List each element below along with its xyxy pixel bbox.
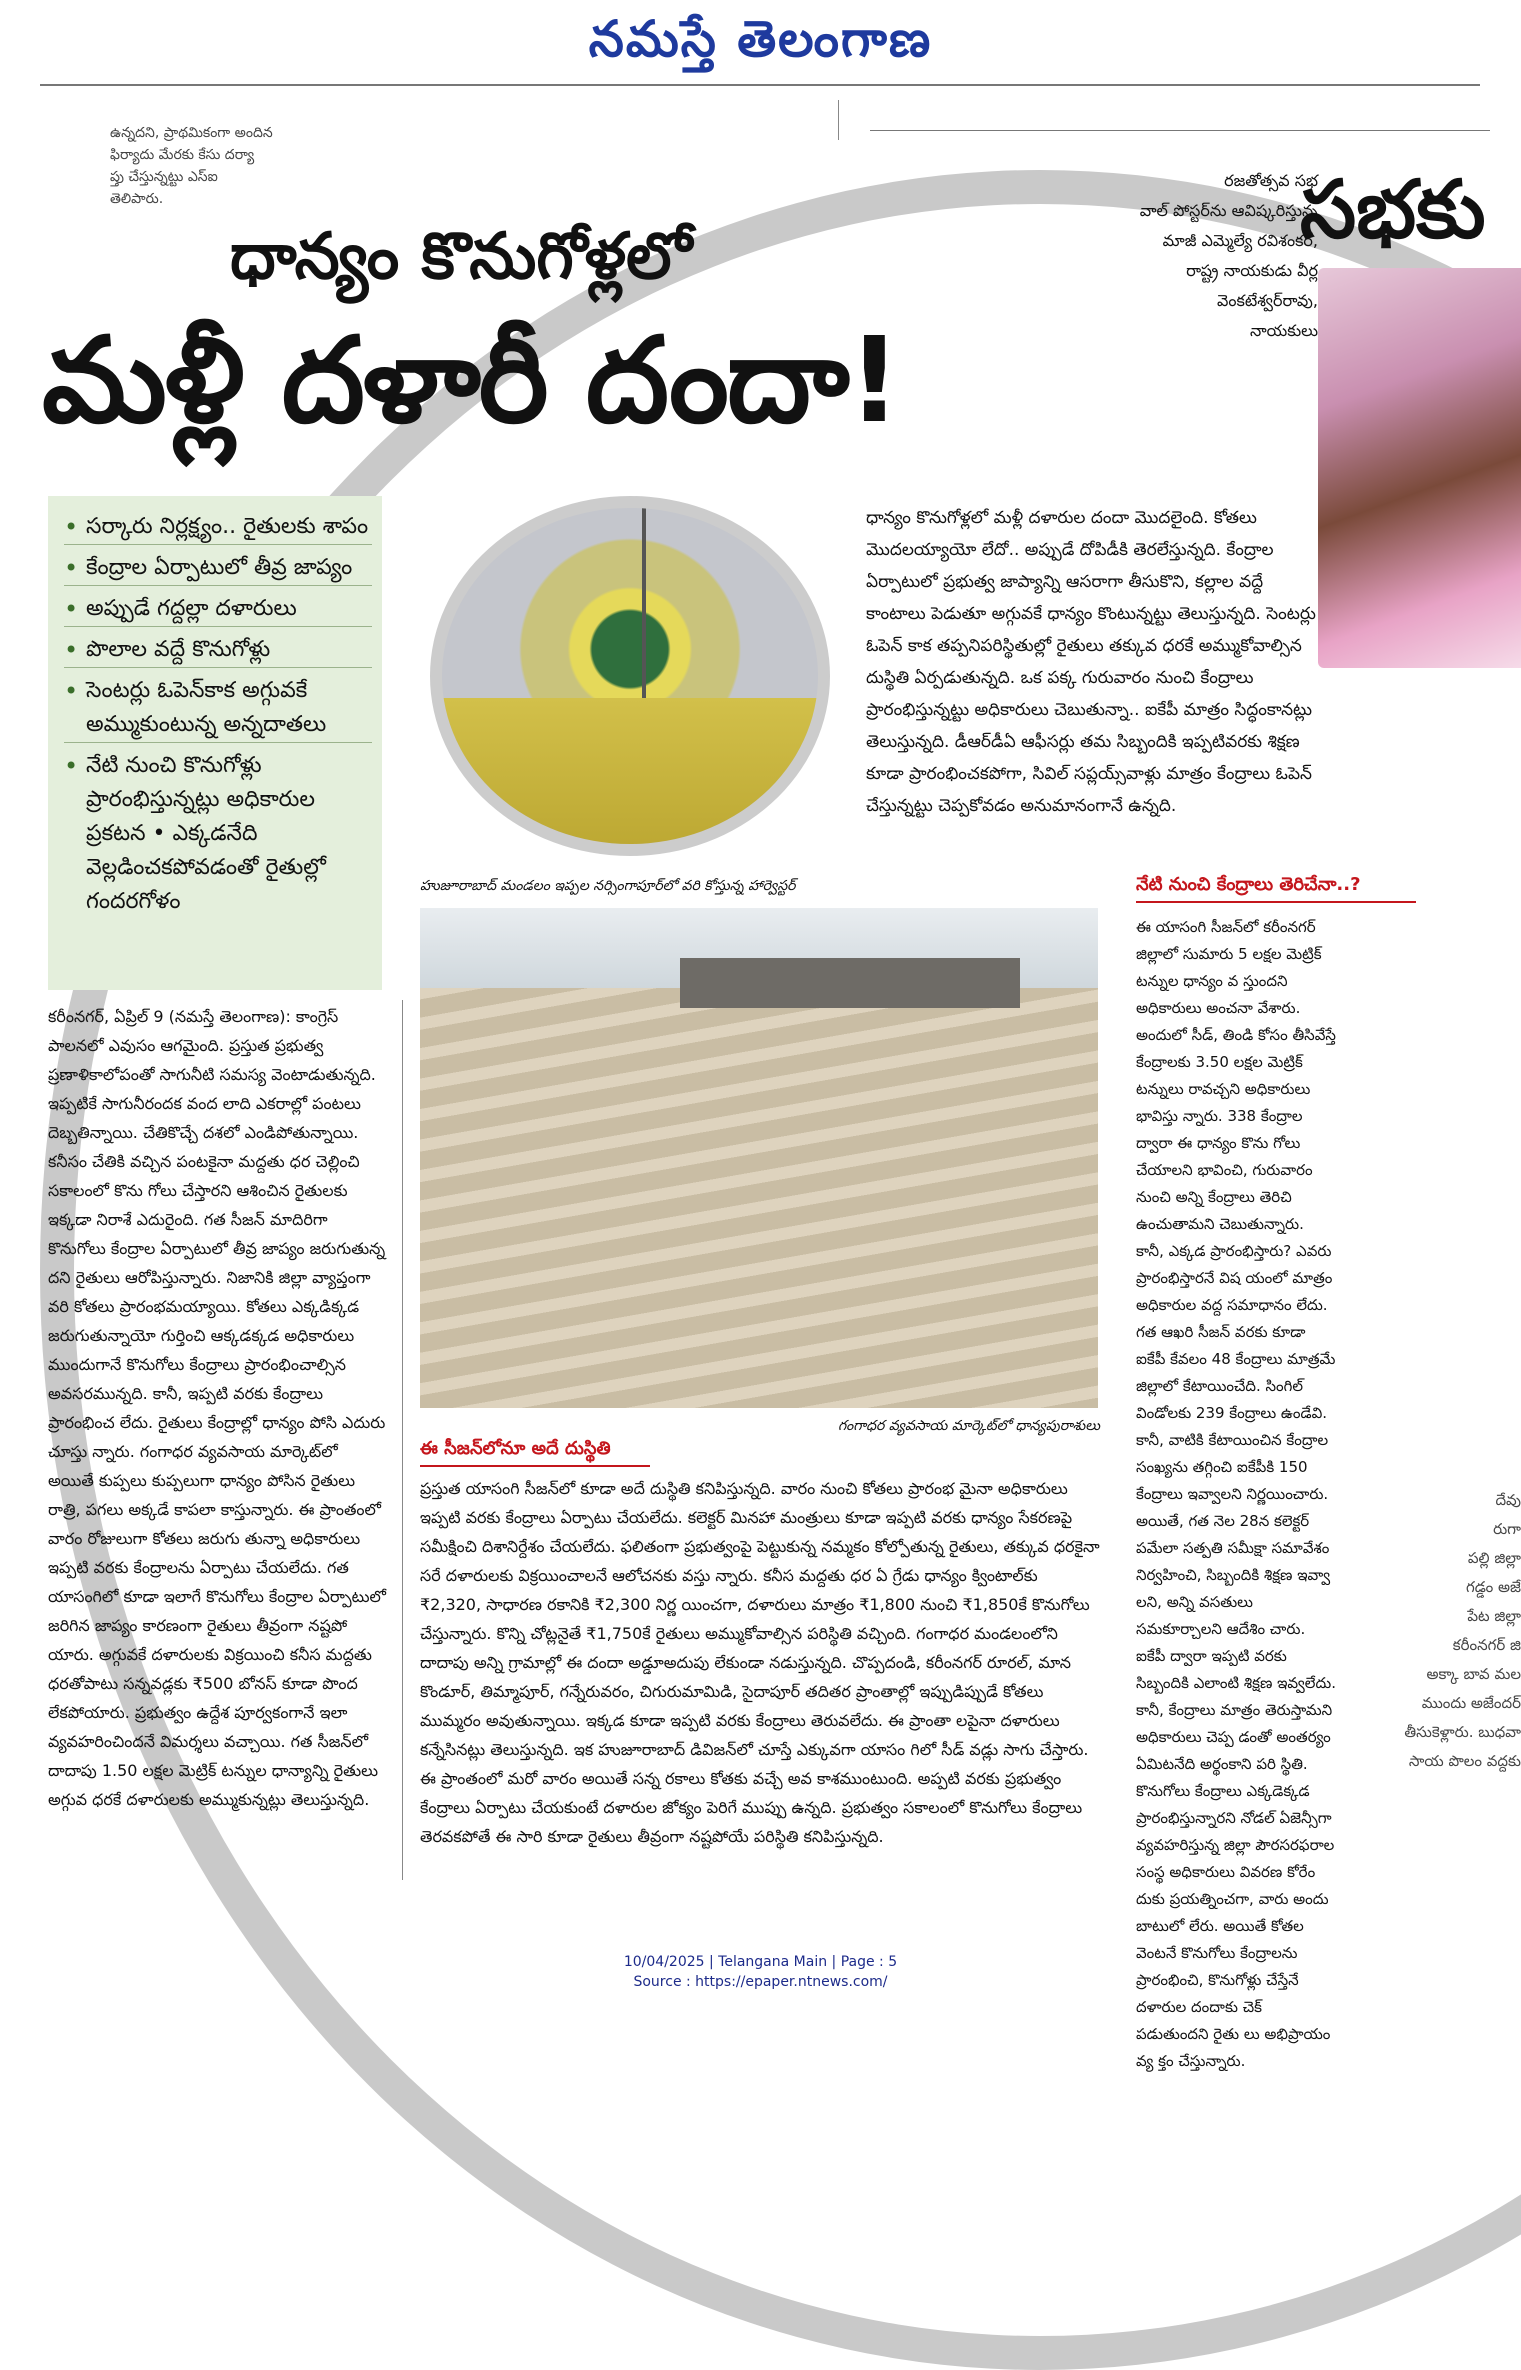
top-left-fragment — [110, 122, 430, 210]
text-line: ప్తు చేస్తున్నట్టు ఎస్ఐ — [110, 169, 218, 185]
shed-shape — [680, 958, 1020, 1008]
middle-subhead-wrap — [420, 1438, 650, 1467]
text-line: కరీంనగర్ జి — [1452, 1636, 1521, 1654]
section-rule — [870, 130, 1490, 131]
masthead-rule — [40, 84, 1480, 86]
left-column-text: కరీంనగర్, ఏప్రిల్ 9 (నమస్తే తెలంగాణ): కాంగ్రెస్ పాలనలో ఎవుసం ఆగమైంది. ప్రస్తుత ప్రభుత్వ ప్రణాళికాలోపంతో సాగునీటి సమస్య వెంటాడుతున్నది. ఇప్పటికే సాగునీరందక వంద లాది ఎకరాల్లో పంటలు దెబ్బతిన్నాయి. చేతికొచ్చే దశలో ఎండిపోతున్నాయి. కనీసం చేతికి వచ్చిన పంటకైనా మద్దతు ధర చెల్లించి సకాలంలో కొను గోలు చేస్తారని ఆశించిన రైతులకు ఇక్కడా నిరాశే ఎదురైంది. గత సీజన్ మాదిరిగా కొనుగోలు కేంద్రాల ఏర్పాటులో తీవ్ర జాప్యం జరుగుతున్న దని రైతులు ఆరోపిస్తున్నారు. నిజానికి జిల్లా వ్యాప్తంగా వరి కోతలు ప్రారంభమయ్యాయి. కోతలు ఎక్కడిక్కడ జరుగుతున్నాయో గుర్తించి ఆక్కడక్కడ అధికారులు ముందుగానే కొనుగోలు కేంద్రాలు ప్రారంభించాల్సిన అవసరమున్నది. కానీ, ఇప్పటి వరకు కేంద్రాలు ప్రారంభించ లేదు. రైతులు కేంద్రాల్లో ధాన్యం పోసి ఎదురు చూస్తు న్నారు. గంగాధర వ్యవసాయ మార్కెట్‌లో అయితే కుప్పలు కుప్పలుగా ధాన్యం పోసిన రైతులు రాత్రి, పగలు అక్కడే కాపలా కాస్తున్నారు. ఈ ప్రాంతంలో వారం రోజులుగా కోతలు జరుగు తున్నా అధికారులు ఇప్పటి వరకు కేంద్రాలను ఏర్పాటు చేయలేదు. గత యాసంగిలో కూడా ఇలాగే కొనుగోలు కేంద్రాల ఏర్పాటులో జరిగిన జాప్యం కారణంగా రైతులు తీవ్రంగా నష్టపో యారు. అగ్గువకే దళారులకు విక్రయించి కనీస మద్దతు ధరతోపాటు సన్నవడ్లకు ₹500 బోనస్ కూడా పొంద లేకపోయారు. ప్రభుత్వం ఉద్దేశ పూర్వకంగానే ఇలా వ్యవహరించిందనే విమర్శలు వచ్చాయి. గత సీజన్‌లో దాదాపు 1.50 లక్షల మెట్రిక్ టన్నుల ధాన్యాన్ని రైతులు అగ్గువ ధరకే దళారులకు అమ్ముకున్నట్లు తెలుస్తున్నది. — [48, 1007, 387, 1809]
footer-source-line: Source : https://epaper.ntnews.com/ — [633, 1974, 888, 1990]
footer-date-line: 10/04/2025 | Telangana Main | Page : 5 — [623, 1954, 898, 1970]
middle-column-text: ప్రస్తుత యాసంగి సీజన్‌లో కూడా అదే దుస్థితి కనిపిస్తున్నది. వారం నుంచి కోతలు ప్రారంభ మైనా అధికారులు ఇప్పటి వరకు కేంద్రాలు ఏర్పాటు చేయలేదు. కలెక్టర్ మినహా మంత్రులు కూడా ఇప్పటి వరకు ధాన్యం సేకరణపై సమీక్షించి దిశానిర్దేశం చేయలేదు. ఫలితంగా ప్రభుత్వంపై పెట్టుకున్న నమ్మకం కోల్పోతున్న రైతులు, తక్కువ ధరకైనా సరే దళారులకు విక్రయించాలనే ఆలోచనకు వస్తు న్నారు. కనీస మద్దతు ధర ఏ గ్రేడు ధాన్యం క్వింటాల్‌కు ₹2,320, సాధారణ రకానికి ₹2,300 నిర్ణ యించగా, దళారులు మాత్రం ₹1,800 నుంచి ₹1,850కే కొనుగోలు చేస్తున్నారు. కొన్ని చోట్లనైతే ₹1,750కే రైతులు అమ్ముకోవాల్సిన పరిస్థితి వచ్చింది. గంగాధర మండలంలోని దాదాపు అన్ని గ్రామాల్లో ఈ దందా అడ్డూఅదుపు లేకుండా నడుస్తున్నది. చొప్పదండి, కరీంనగర్ రూరల్, మాన కొండూర్, తిమ్మాపూర్, గన్నేరువరం, చిగురుమామిడి, సైదాపూర్ తదితర ప్రాంతాల్లో ఇప్పుడిప్పుడే కోతలు ముమ్మరం అవుతున్నాయి. ఇక్కడ కూడా ఇప్పటి వరకు కేంద్రాలు తెరువలేదు. ఈ ప్రాంతా లపైనా దళారులు కన్నేసినట్లు తెలుస్తున్నది. ఇక హుజూరాబాద్ డివిజన్‌లో చూస్తే ఎక్కువగా యాసం గిలో సీడ్ వడ్లు సాగు చేస్తారు. ఈ ప్రాంతంలో మరో వారం అయితే సన్న రకాలు కోతకు వచ్చే అవ కాశముంటుంది. అప్పటి వరకు ప్రభుత్వం కేంద్రాలు ఏర్పాటు చేయకుంటే దళారుల జోక్యం పెరిగే ముప్పు ఉన్నది. ప్రభుత్వం సకాలంలో కొనుగోలు కేంద్రాలు తెరవకపోతే ఈ సారి కూడా రైతులు తీవ్రంగా నష్టపోయే పరిస్థితి కనిపిస్తున్నది. — [420, 1479, 1100, 1846]
tower-shape — [642, 508, 646, 708]
caption-line: వాల్ పోస్టర్‌ను ఆవిష్కరిస్తున్న — [1139, 201, 1318, 220]
highlight-item: • పొలాల వద్దే కొనుగోళ్లు — [64, 633, 372, 668]
masthead: నమస్తే తెలంగాణ — [588, 10, 933, 68]
harvester-photo — [430, 496, 830, 856]
field-shape — [442, 698, 818, 856]
side-headline: సభకు — [1300, 163, 1486, 256]
text-line: దేవు — [1495, 1491, 1521, 1509]
caption-line: రాష్ట్ర నాయకుడు వీర్ల — [1186, 261, 1318, 280]
text-line: గడ్డం అజే — [1466, 1578, 1521, 1596]
column-divider — [838, 100, 839, 140]
text-line: తీసుకెళ్లారు. బుధవా — [1404, 1723, 1521, 1741]
right-subhead-wrap — [1136, 874, 1416, 903]
highlights-box — [48, 496, 382, 990]
rally-photo — [1318, 268, 1521, 668]
highlight-item: • అప్పుడే గద్దల్లా దళారులు — [64, 592, 372, 627]
text-line: సాయ పొలం వద్దకు — [1408, 1752, 1521, 1770]
page-footer — [0, 1952, 1521, 1992]
lead-paragraph: ధాన్యం కొనుగోళ్లలో మళ్లీ దళారుల దందా మొదలైంది. కోతలు మొదలయ్యాయో లేదో.. అప్పుడే దోపిడీకి తెరలేస్తున్నది. కేంద్రాల ఏర్పాటులో ప్రభుత్వ జాప్యాన్ని ఆసరాగా తీసుకొని, కల్లాల వద్దే కాంటాలు పెడుతూ అగ్గువకే ధాన్యం కొంటున్నట్టు తెలుస్తున్నది. సెంటర్లు ఓపెన్ కాక తప్పనిపరిస్థితుల్లో రైతులు తక్కువ ధరకే అమ్ముకోవాల్సిన దుస్థితి ఏర్పడుతున్నది. ఒక పక్క గురువారం నుంచి కేంద్రాలు ప్రారంభిస్తున్నట్టు అధికారులు చెబుతున్నా.. ఐకేపీ మాత్రం సిద్ధంకానట్లు తెలుస్తున్నది. డీఆర్‌డీఏ ఆఫీసర్లు తమ సిబ్బందికి ఇప్పటివరకు శిక్షణ కూడా ప్రారంభించకపోగా, సివిల్ సప్లయ్స్‌వాళ్లు మాత్రం కేంద్రాలు ఓపెన్ చేస్తున్నట్టు చెప్పకోవడం అనుమానంగానే ఉన్నది. — [866, 508, 1316, 816]
text-line: ఉన్నదని, ప్రాథమికంగా అందిన — [110, 125, 273, 141]
text-line: పేట జిల్లా — [1467, 1607, 1521, 1625]
main-headline: మళ్లీ దళారీ దందా! — [42, 311, 900, 449]
text-line: రుగా — [1493, 1520, 1521, 1538]
right-column-text: ఈ యాసంగి సీజన్‌లో కరీంనగర్ జిల్లాలో సుమారు 5 లక్షల మెట్రిక్ టన్నుల ధాన్యం వ స్తుందని అధికారులు అంచనా వేశారు. అందులో సీడ్, తిండి కోసం తీసివేస్తే కేంద్రాలకు 3.50 లక్షల మెట్రిక్ టన్నులు రావచ్చని అధికారులు భావిస్తు న్నారు. 338 కేంద్రాల ద్వారా ఈ ధాన్యం కొను గోలు చేయాలని భావించి, గురువారం నుంచి అన్ని కేంద్రాలు తెరిచి ఉంచుతామని చెబుతున్నారు. కానీ, ఎక్కడ ప్రారంభిస్తారు? ఎవరు ప్రారంభిస్తారనే విష యంలో మాత్రం అధికారుల వద్ద సమాధానం లేదు. గత ఆఖరి సీజన్ వరకు కూడా ఐకేపీ కేవలం 48 కేంద్రాలు మాత్రమే జిల్లాలో కేటాయించేది. సింగిల్ విండోలకు 239 కేంద్రాలు ఉండేవి. కానీ, వాటికి కేటాయించిన కేంద్రాల సంఖ్యను తగ్గించి ఐకేపీకి 150 కేంద్రాలు ఇవ్వాలని నిర్ణయించారు. అయితే, గత నెల 28న కలెక్టర్ పమేలా సత్పతి సమీక్షా సమావేశం నిర్వహించి, సిబ్బందికి శిక్షణ ఇవ్వా లని, అన్ని వసతులు సమకూర్చాలని ఆదేశిం చారు. ఐకేపీ ద్వారా ఇప్పటి వరకు సిబ్బందికి ఎలాంటి శిక్షణ ఇవ్వలేదు. కానీ, కేంద్రాలు మాత్రం తెరుస్తామని అధికారులు చెప్ప డంతో అంతర్యం ఏమిటనేది అర్థంకాని పరి స్థితి. కొనుగోలు కేంద్రాలు ఎక్కడెక్కడ ప్రారంభిస్తున్నారని నోడల్ ఏజెన్సీగా వ్యవహరిస్తున్న జిల్లా పౌరసరఫరాల సంస్థ అధికారులు వివరణ కోరేం దుకు ప్రయత్నించగా, వారు అందు బాటులో లేరు. అయితే కోతల వెంటనే కొనుగోలు కేంద్రాలను ప్రారంభించి, కొనుగోళ్లు చేస్తేనే దళారుల దందాకు చెక్ పడుతుందని రైతు లు అభిప్రాయం వ్య క్తం చేస్తున్నారు. — [1136, 918, 1336, 2070]
kicker-headline: ధాన్యం కొనుగోళ్లలో — [230, 220, 692, 294]
highlight-item: • కేంద్రాల ఏర్పాటులో తీవ్ర జాప్యం — [64, 551, 372, 586]
market-caption: గంగాధర వ్యవసాయ మార్కెట్‌లో ధాన్యపురాశులు — [837, 1418, 1100, 1434]
right-subhead: నేటి నుంచి కేంద్రాలు తెరిచేనా..? — [1136, 874, 1416, 903]
text-line: తెలిపారు. — [110, 191, 164, 207]
text-line: ఫిర్యాదు మేరకు కేసు దర్యా — [110, 147, 255, 163]
market-grain-photo — [420, 908, 1098, 1408]
highlight-item: • నేటి నుంచి కొనుగోళ్లు ప్రారంభిస్తున్నట్లు అధికారుల ప్రకటన • ఎక్కడనేది వెల్లడించకపోవడంతో రైతుల్లో గందరగోళం — [64, 749, 372, 919]
text-line: పల్లి జిల్లా — [1467, 1549, 1521, 1567]
caption-line: నాయకులు — [1250, 321, 1318, 340]
text-line: ముందు అజేందర్ — [1421, 1694, 1521, 1712]
photo-caption-rally — [1128, 166, 1318, 346]
right-edge-fragment — [1380, 1486, 1521, 1776]
column-divider — [402, 1000, 403, 1880]
caption-line: వెంకటేశ్వర్‌రావు, — [1217, 291, 1318, 310]
middle-subhead: ఈ సీజన్‌లోనూ అదే దుస్థితి — [420, 1438, 650, 1467]
highlight-item: • సర్కారు నిర్లక్ష్యం.. రైతులకు శాపం — [64, 510, 372, 545]
harvester-caption: హుజూరాబాద్ మండలం ఇప్పల నర్సింగాపూర్‌లో వరి కోస్తున్న హార్వెస్టర్ — [420, 878, 796, 894]
caption-line: రజతోత్సవ సభ — [1224, 171, 1318, 190]
caption-line: మాజీ ఎమ్మెల్యే రవిశంకర్, — [1162, 231, 1318, 250]
text-line: అక్కా బావ మల — [1426, 1665, 1521, 1683]
highlight-item: • సెంటర్లు ఓపెన్‌కాక అగ్గువకే అమ్ముకుంటున్న అన్నదాతలు — [64, 674, 372, 743]
